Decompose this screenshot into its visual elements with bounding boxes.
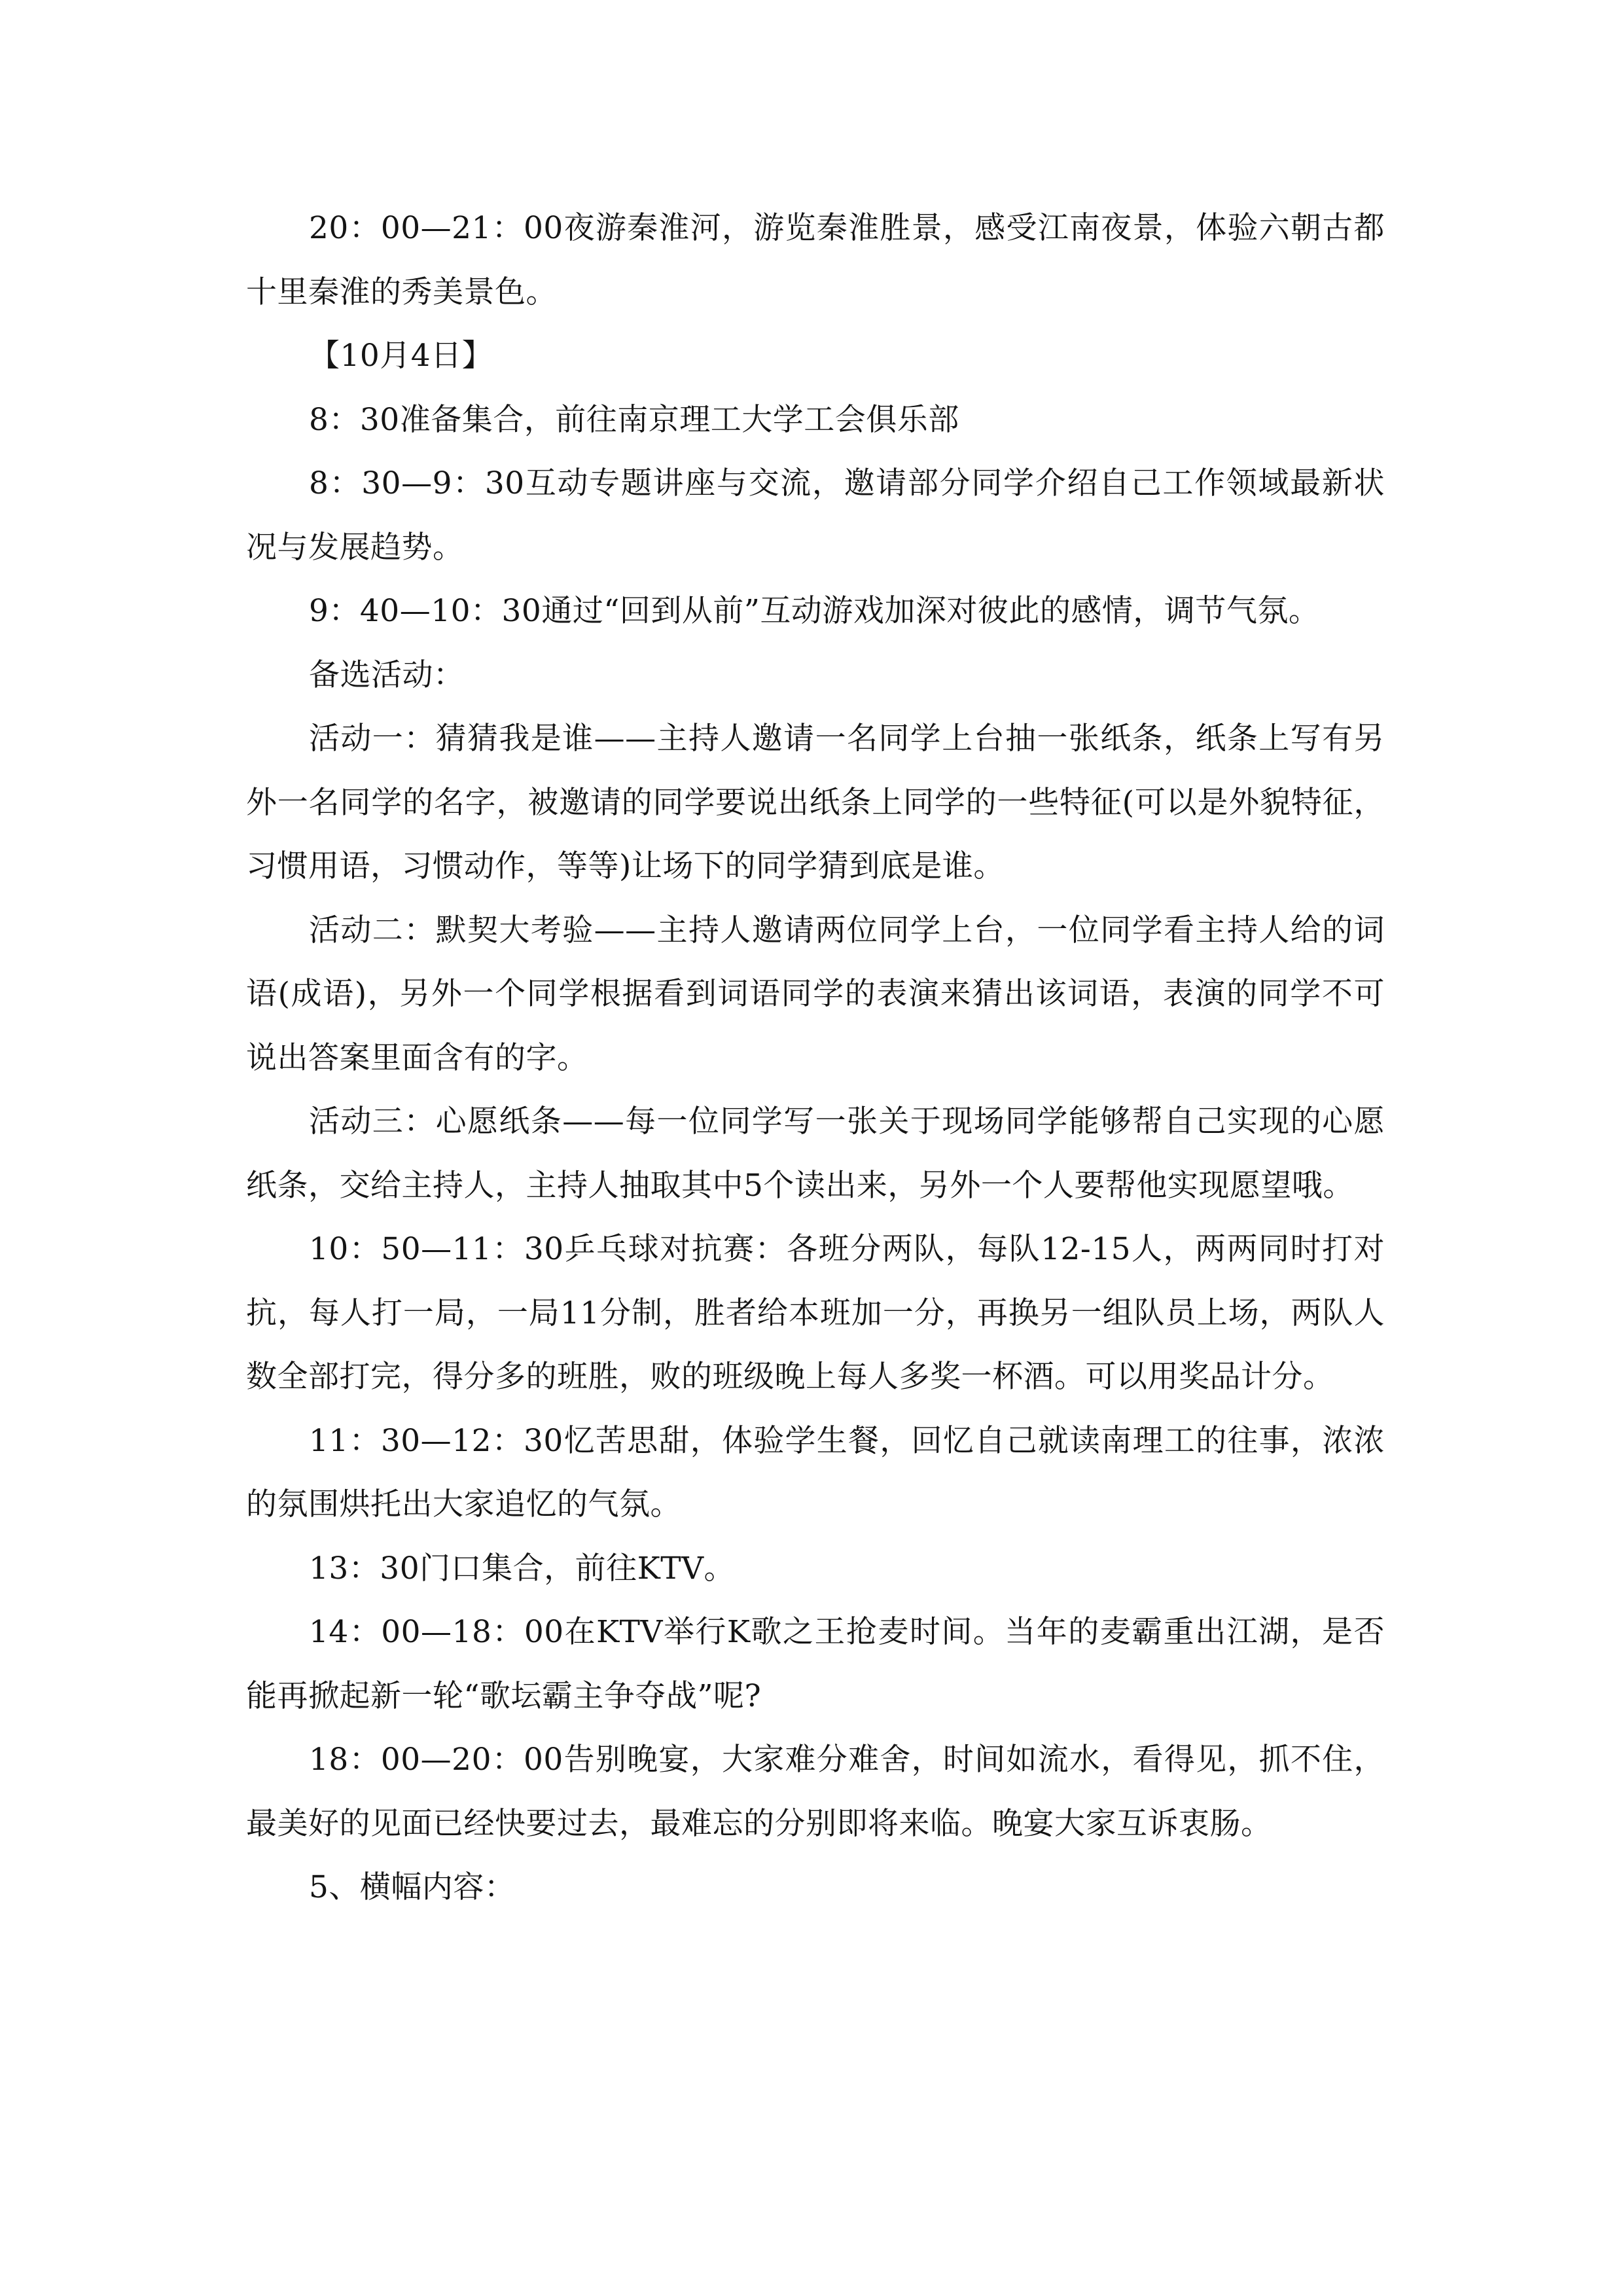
document-body xyxy=(246,196,1385,1920)
paragraph-ktv-singing: 14：00—18：00在KTV举行K歌之王抢麦时间。当年的麦霸重出江湖，是否能再掀起新一轮“歌坛霸主争夺战”呢? xyxy=(246,1614,1385,1714)
paragraph-optional-activities: 备选活动： xyxy=(309,656,465,693)
paragraph-farewell-dinner: 18：00—20：00告别晚宴，大家难分难舍，时间如流水，看得见，抓不住，最美好的见面已经快要过去，最难忘的分别即将来临。晚宴大家互诉衷肠。 xyxy=(246,1742,1385,1842)
paragraph-activity-three: 活动三：心愿纸条——每一位同学写一张关于现场同学能够帮自己实现的心愿纸条，交给主持人，主持人抽取其中5个读出来，另外一个人要帮他实现愿望哦。 xyxy=(246,1103,1385,1204)
paragraph-interactive-game: 9：40—10：30通过“回到从前”互动游戏加深对彼此的感情，调节气氛。 xyxy=(309,593,1320,629)
paragraph-gathering: 8：30准备集合，前往南京理工大学工会俱乐部 xyxy=(309,401,959,438)
paragraph-ktv-gathering: 13：30门口集合，前往KTV。 xyxy=(309,1550,736,1587)
paragraph-activity-one: 活动一：猜猜我是谁——主持人邀请一名同学上台抽一张纸条，纸条上写有另外一名同学的名字，被邀请的同学要说出纸条上同学的一些特征(可以是外貌特征，习惯用语，习惯动作，等等)让场下的同学猜到底是谁。 xyxy=(246,721,1385,884)
paragraph-lecture: 8：30—9：30互动专题讲座与交流，邀请部分同学介绍自己工作领域最新状况与发展趋势。 xyxy=(246,465,1385,565)
paragraph-ping-pong: 10：50—11：30乒乓球对抗赛：各班分两队，每队12-15人，两两同时打对抗，每人打一局，一局11分制，胜者给本班加一分，再换另一组队员上场，两队人数全部打完，得分多的班胜，败的班级晚上每人多奖一杯酒。可以用奖品计分。 xyxy=(246,1231,1385,1395)
paragraph-activity-two: 活动二：默契大考验——主持人邀请两位同学上台，一位同学看主持人给的词语(成语)，另外一个同学根据看到词语同学的表演来猜出该词语，表演的同学不可说出答案里面含有的字。 xyxy=(246,912,1385,1076)
paragraph-banner-heading: 5、横幅内容： xyxy=(309,1869,516,1905)
paragraph-date-heading: 【10月4日】 xyxy=(309,338,493,374)
paragraph-evening-qinhuai: 20：00—21：00夜游秦淮河，游览秦淮胜景，感受江南夜景，体验六朝古都十里秦淮的秀美景色。 xyxy=(246,210,1385,310)
paragraph-student-meal: 11：30—12：30忆苦思甜，体验学生餐，回忆自己就读南理工的往事，浓浓的氛围烘托出大家追忆的气氛。 xyxy=(246,1422,1385,1522)
